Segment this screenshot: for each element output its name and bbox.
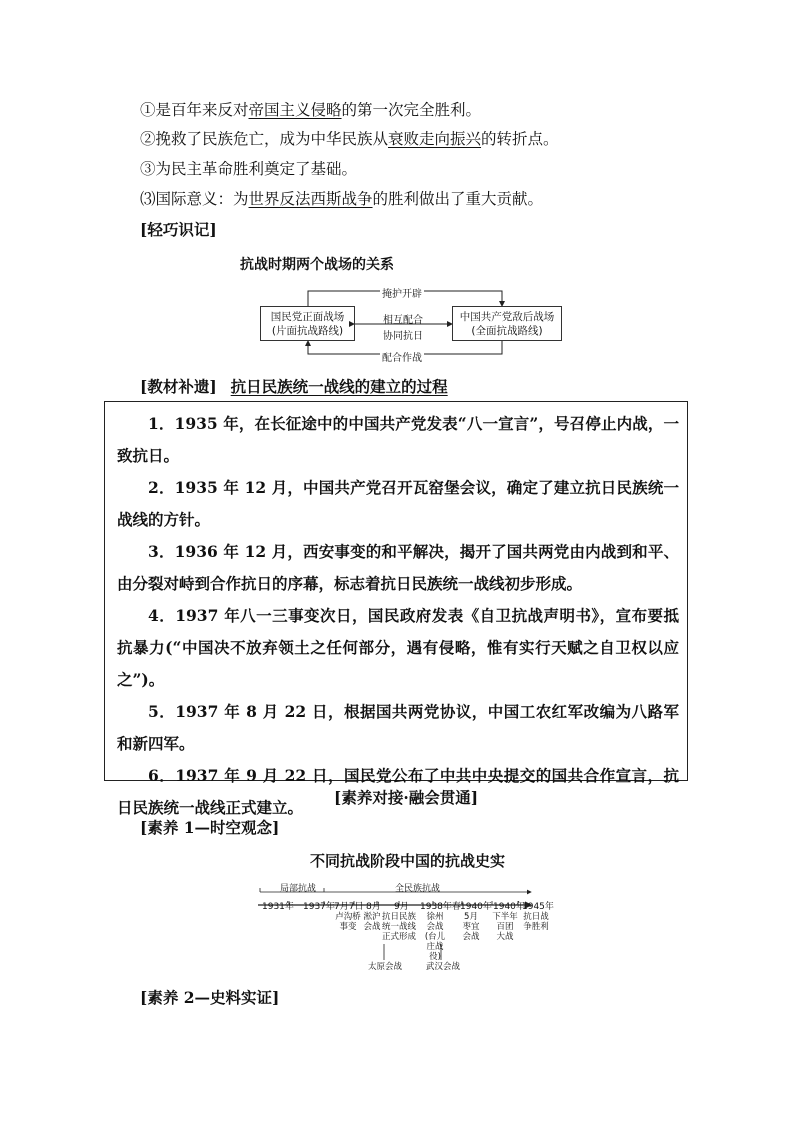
event-wuhan: 武汉会战 (426, 962, 461, 972)
process-item-6: 6．1937 年 9 月 22 日，国民党公布了中共中央提交的国共合作宣言，抗日民族统一战线正式建立。 (117, 766, 679, 817)
significance-item-4: ⑶国际意义：为世界反法西斯战争的胜利做出了重大贡献。 (140, 190, 544, 208)
event-songhu: 淞沪 会战 (363, 912, 381, 932)
timeline-date-sep: 9月 (394, 902, 409, 912)
supplement-heading: [教材补遗] 抗日民族统一战线的建立的过程 (140, 377, 448, 396)
kmt-front-battlefield-box: 国民党正面战场 (片面抗战路线) (260, 306, 355, 341)
timeline-date-july7: 7月7日 (334, 902, 364, 912)
timeline-year-1938: 1938年春 (420, 902, 461, 912)
process-item-2: 2．1935 年 12 月，中国共产党召开瓦窑堡会议，确定了建立抗日民族统一战线的方针。 (117, 478, 679, 529)
significance-item-3: ③为民主革命胜利奠定了基础。 (140, 160, 358, 178)
literacy-2-heading: [素养 2—史料实证] (140, 988, 280, 1007)
event-zaoyi: 5月 枣宜 会战 (462, 912, 480, 942)
label-mutual-cooperation: 相互配合 (383, 315, 423, 326)
timeline-year-1940a: 1940年 (460, 902, 492, 912)
label-joint-resistance: 协同抗日 (383, 331, 423, 342)
timeline-year-1931: 1931年 (262, 902, 294, 912)
label-cover-open: 掩护开辟 (380, 285, 424, 300)
event-hundred-regiments: 下半年 百团 大战 (492, 912, 518, 942)
timeline-year-1937: 1937年 (303, 902, 335, 912)
label-coordinated-combat: 配合作战 (380, 349, 424, 364)
event-taiyuan: 太原会战 (368, 962, 403, 972)
process-item-3: 3．1936 年 12 月，西安事变的和平解决，揭开了国共两党由内战到和平、由分裂对峙到合作抗日的序幕，标志着抗日民族统一战线初步形成。 (117, 542, 679, 593)
phase-local-resistance: 局部抗战 (280, 884, 317, 894)
event-united-front: 抗日民族 统一战线 正式形成 (382, 912, 417, 942)
timeline-year-1940b: 1940年 (493, 902, 525, 912)
phase-full-resistance: 全民族抗战 (395, 884, 441, 894)
process-item-1: 1．1935 年，在长征途中的中国共产党发表“八一宣言”，号召停止内战，一致抗日。 (117, 414, 679, 465)
event-xuzhou: 徐州 会战 (台儿 庄战役) (424, 912, 446, 962)
ccp-rear-battlefield-box: 中国共产党敌后战场 (全面抗战路线) (452, 306, 562, 341)
timeline-year-1945: 1945年 (522, 902, 554, 912)
timeline-title: 不同抗战阶段中国的抗战史实 (310, 852, 506, 870)
event-victory: 抗日战 争胜利 (523, 912, 549, 932)
significance-item-2: ②挽救了民族危亡，成为中华民族从衰败走向振兴的转折点。 (140, 130, 559, 148)
literacy-1-heading: [素养 1—时空观念] (140, 818, 280, 837)
battlefield-diagram-title: 抗战时期两个战场的关系 (240, 257, 394, 273)
process-item-4: 4．1937 年八一三事变次日，国民政府发表《自卫抗战声明书》，宣布要抵抗暴力(“中国决不放弃领土之任何部分，遇有侵略，惟有实行天赋之自卫权以应之”)。 (117, 606, 679, 689)
memory-tag: [轻巧识记] (140, 220, 217, 239)
significance-item-1: ①是百年来反对帝国主义侵略的第一次完全胜利。 (140, 101, 482, 119)
process-item-5: 5．1937 年 8 月 22 日，根据国共两党协议，中国工农红军改编为八路军和新四军。 (117, 702, 679, 753)
literacy-header: [素养对接·融会贯通] (334, 788, 479, 807)
timeline-date-aug: 8月 (366, 902, 381, 912)
event-lugouqiao: 卢沟桥 事变 (335, 912, 361, 932)
